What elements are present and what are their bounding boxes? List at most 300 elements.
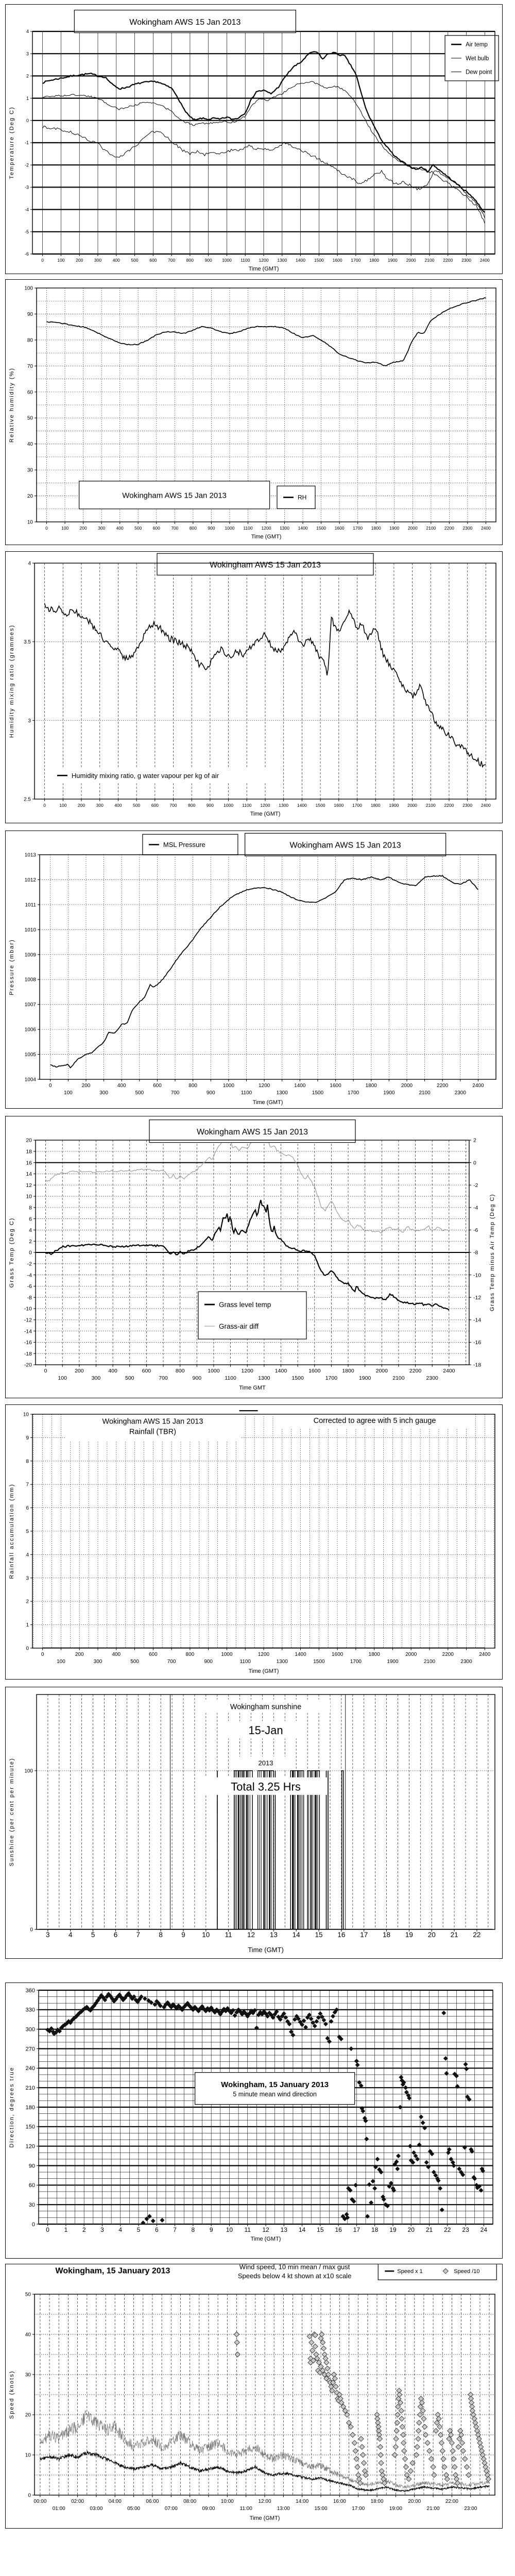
svg-text:400: 400 <box>108 1368 117 1374</box>
humidity-mixing-ratio-chart <box>6 552 502 822</box>
sunshine-chart <box>6 1687 502 1958</box>
svg-text:1300: 1300 <box>276 1659 288 1665</box>
svg-text:Time (GMT): Time (GMT) <box>248 266 279 272</box>
svg-text:1100: 1100 <box>241 258 250 263</box>
svg-text:9: 9 <box>209 2226 213 2233</box>
svg-text:500: 500 <box>134 526 142 531</box>
svg-text:700: 700 <box>171 526 179 531</box>
svg-text:-18: -18 <box>24 1350 32 1357</box>
svg-text:22:00: 22:00 <box>445 2499 458 2504</box>
svg-text:700: 700 <box>159 1375 168 1381</box>
svg-text:1400: 1400 <box>297 803 307 808</box>
svg-text:2: 2 <box>26 1599 29 1605</box>
svg-text:600: 600 <box>151 803 159 808</box>
svg-text:12: 12 <box>26 1182 32 1189</box>
svg-text:06:00: 06:00 <box>146 2499 159 2504</box>
svg-text:800: 800 <box>186 258 194 263</box>
svg-text:8: 8 <box>191 2226 195 2233</box>
svg-text:15:00: 15:00 <box>314 2506 328 2512</box>
svg-text:0: 0 <box>41 1652 44 1657</box>
svg-text:Grass-air diff: Grass-air diff <box>219 1322 259 1330</box>
svg-text:2000: 2000 <box>406 258 416 263</box>
svg-text:5: 5 <box>26 1529 29 1535</box>
svg-text:210: 210 <box>25 2085 35 2092</box>
svg-text:Speed (knots): Speed (knots) <box>9 2370 15 2419</box>
svg-text:100: 100 <box>58 1375 67 1381</box>
svg-text:1000: 1000 <box>221 1652 233 1657</box>
svg-text:7: 7 <box>26 1482 29 1488</box>
svg-text:1500: 1500 <box>291 1375 304 1381</box>
svg-text:1500: 1500 <box>313 1659 325 1665</box>
svg-text:0: 0 <box>26 117 29 123</box>
svg-text:50: 50 <box>27 415 33 421</box>
svg-text:2200: 2200 <box>444 803 454 808</box>
svg-text:1300: 1300 <box>276 1090 288 1096</box>
svg-text:1200: 1200 <box>241 1368 253 1374</box>
svg-text:12:00: 12:00 <box>258 2499 271 2504</box>
svg-text:10: 10 <box>26 1193 32 1200</box>
svg-text:700: 700 <box>167 1659 176 1665</box>
svg-text:100: 100 <box>59 803 67 808</box>
grass-temp-chart <box>6 1116 502 1397</box>
svg-text:1009: 1009 <box>24 952 36 958</box>
svg-text:1700: 1700 <box>348 1090 359 1096</box>
svg-text:1400: 1400 <box>294 1083 306 1089</box>
svg-text:400: 400 <box>112 258 120 263</box>
svg-text:2300: 2300 <box>460 1659 472 1665</box>
svg-text:1700: 1700 <box>352 803 362 808</box>
svg-text:-4: -4 <box>473 1205 478 1211</box>
svg-text:-4: -4 <box>24 207 29 212</box>
svg-text:1000: 1000 <box>224 803 234 808</box>
svg-text:12: 12 <box>247 1931 255 1939</box>
svg-text:Wokingham AWS 15 Jan 2013: Wokingham AWS 15 Jan 2013 <box>129 18 241 27</box>
svg-text:1100: 1100 <box>239 1659 251 1665</box>
svg-text:330: 330 <box>25 2007 35 2013</box>
svg-text:2100: 2100 <box>423 1659 436 1665</box>
svg-text:19: 19 <box>389 2226 397 2233</box>
pressure-chart <box>6 831 502 1108</box>
svg-text:3: 3 <box>100 2226 104 2233</box>
svg-text:0: 0 <box>28 2493 31 2499</box>
svg-text:30: 30 <box>28 2202 35 2209</box>
svg-text:1000: 1000 <box>221 258 232 263</box>
svg-text:2200: 2200 <box>442 1652 454 1657</box>
svg-text:Humidity mixing ratio (grammes: Humidity mixing ratio (grammes) <box>9 624 15 738</box>
svg-text:0: 0 <box>41 258 44 263</box>
svg-text:2300: 2300 <box>454 1090 466 1096</box>
panel-grass-temp <box>5 1116 503 1398</box>
svg-text:Wet bulb: Wet bulb <box>466 55 489 62</box>
svg-text:1300: 1300 <box>280 526 289 531</box>
svg-text:-12: -12 <box>24 1317 32 1324</box>
svg-text:11: 11 <box>225 1931 232 1939</box>
svg-text:13: 13 <box>269 1931 278 1939</box>
svg-text:Temperature (Deg C): Temperature (Deg C) <box>9 106 15 179</box>
svg-text:0: 0 <box>26 1646 29 1652</box>
svg-text:19: 19 <box>405 1931 413 1939</box>
svg-text:2100: 2100 <box>425 803 436 808</box>
svg-text:200: 200 <box>81 1083 91 1089</box>
svg-text:15: 15 <box>315 1931 323 1939</box>
svg-text:1000: 1000 <box>225 526 235 531</box>
svg-text:-4: -4 <box>27 1272 32 1279</box>
svg-text:18: 18 <box>371 2226 379 2233</box>
svg-text:17: 17 <box>360 1931 368 1939</box>
svg-text:16:00: 16:00 <box>333 2499 346 2504</box>
svg-text:150: 150 <box>25 2124 35 2130</box>
svg-text:600: 600 <box>142 1368 151 1374</box>
svg-text:800: 800 <box>185 1652 195 1657</box>
svg-text:Relative humidity (%): Relative humidity (%) <box>9 367 15 443</box>
svg-text:15-Jan: 15-Jan <box>248 1723 283 1737</box>
svg-text:2300: 2300 <box>461 258 472 263</box>
svg-text:1: 1 <box>26 95 29 101</box>
svg-text:2000: 2000 <box>401 1083 413 1089</box>
svg-text:10: 10 <box>226 2226 233 2233</box>
svg-text:2400: 2400 <box>480 526 491 531</box>
svg-text:-2: -2 <box>24 162 29 168</box>
svg-text:300: 300 <box>99 1090 108 1096</box>
svg-text:400: 400 <box>112 1652 121 1657</box>
svg-text:Humidity mixing ratio, g water: Humidity mixing ratio, g water vapour per kg of air <box>71 771 219 779</box>
svg-text:14: 14 <box>298 2226 306 2233</box>
svg-text:1200: 1200 <box>261 526 271 531</box>
svg-text:1500: 1500 <box>315 803 325 808</box>
svg-text:1600: 1600 <box>330 1083 341 1089</box>
svg-text:1100: 1100 <box>225 1375 236 1381</box>
svg-text:22: 22 <box>444 2226 451 2233</box>
svg-text:300: 300 <box>25 2026 35 2033</box>
svg-text:20: 20 <box>27 494 33 500</box>
svg-text:17: 17 <box>353 2226 360 2233</box>
svg-text:500: 500 <box>135 1090 144 1096</box>
svg-text:270: 270 <box>25 2046 35 2053</box>
svg-text:1700: 1700 <box>351 258 361 263</box>
svg-text:-2: -2 <box>27 1261 32 1267</box>
svg-text:1006: 1006 <box>24 1027 36 1033</box>
svg-text:90: 90 <box>27 311 33 317</box>
panel-temperature <box>5 4 503 274</box>
svg-text:Rainfall (TBR): Rainfall (TBR) <box>129 1428 177 1436</box>
svg-text:Grass Temp minus Air Temp (Deg: Grass Temp minus Air Temp (Deg C) <box>489 1193 495 1312</box>
svg-text:4: 4 <box>26 29 29 35</box>
svg-text:1013: 1013 <box>24 852 36 858</box>
svg-text:-10: -10 <box>24 1306 32 1312</box>
svg-text:90: 90 <box>28 2163 35 2170</box>
svg-text:0: 0 <box>46 2226 49 2233</box>
svg-text:5: 5 <box>91 1931 95 1939</box>
svg-text:1004: 1004 <box>24 1077 36 1083</box>
svg-text:8: 8 <box>26 1459 29 1465</box>
panel-rainfall <box>5 1404 503 1680</box>
svg-text:08:00: 08:00 <box>183 2499 197 2504</box>
svg-text:-3: -3 <box>24 184 29 190</box>
svg-text:900: 900 <box>204 258 212 263</box>
svg-text:240: 240 <box>25 2065 35 2072</box>
svg-text:14: 14 <box>292 1931 300 1939</box>
svg-text:2300: 2300 <box>462 526 473 531</box>
svg-text:10:00: 10:00 <box>220 2499 234 2504</box>
svg-text:400: 400 <box>116 526 124 531</box>
svg-text:1900: 1900 <box>389 526 400 531</box>
svg-text:19:00: 19:00 <box>389 2506 402 2512</box>
svg-text:4: 4 <box>28 561 31 567</box>
svg-text:2: 2 <box>473 1137 476 1144</box>
svg-text:00:00: 00:00 <box>33 2499 47 2504</box>
svg-text:500: 500 <box>133 803 141 808</box>
svg-text:16: 16 <box>26 1160 32 1166</box>
svg-text:5 minute mean wind direction: 5 minute mean wind direction <box>233 2090 317 2098</box>
svg-text:500: 500 <box>130 1659 139 1665</box>
svg-text:9: 9 <box>181 1931 185 1939</box>
svg-text:900: 900 <box>206 803 214 808</box>
svg-text:0: 0 <box>29 1249 32 1256</box>
svg-text:Grass level temp: Grass level temp <box>219 1300 271 1309</box>
svg-text:2000: 2000 <box>407 803 418 808</box>
wind-speed-chart <box>6 2264 502 2528</box>
svg-text:600: 600 <box>148 1652 158 1657</box>
svg-text:Grass Temp (Deg C): Grass Temp (Deg C) <box>9 1217 15 1288</box>
svg-text:400: 400 <box>117 1083 126 1089</box>
svg-text:-16: -16 <box>24 1340 32 1346</box>
svg-text:500: 500 <box>131 258 139 263</box>
svg-text:1600: 1600 <box>334 803 344 808</box>
svg-text:13:00: 13:00 <box>277 2506 290 2512</box>
svg-text:700: 700 <box>169 803 177 808</box>
svg-text:1600: 1600 <box>332 258 342 263</box>
panel-pressure <box>5 831 503 1109</box>
svg-text:700: 700 <box>168 258 176 263</box>
svg-text:1800: 1800 <box>342 1368 354 1374</box>
svg-text:1700: 1700 <box>325 1375 338 1381</box>
svg-text:10: 10 <box>27 519 33 526</box>
temperature-chart <box>6 5 502 273</box>
svg-text:8: 8 <box>29 1205 32 1211</box>
svg-text:Wokingham AWS 15 Jan 2013: Wokingham AWS 15 Jan 2013 <box>209 561 321 570</box>
svg-text:-18: -18 <box>473 1362 482 1368</box>
svg-text:3.5: 3.5 <box>24 639 31 646</box>
svg-text:Time GMT: Time GMT <box>239 1385 266 1391</box>
svg-text:1300: 1300 <box>258 1375 270 1381</box>
svg-text:1200: 1200 <box>259 258 269 263</box>
svg-text:2: 2 <box>26 73 29 79</box>
svg-text:2300: 2300 <box>426 1375 438 1381</box>
svg-text:-12: -12 <box>473 1294 482 1301</box>
svg-text:2100: 2100 <box>424 258 435 263</box>
svg-text:2400: 2400 <box>480 803 491 808</box>
svg-text:11: 11 <box>244 2226 251 2233</box>
svg-text:Time (GMT): Time (GMT) <box>250 2236 281 2242</box>
svg-text:1008: 1008 <box>24 977 36 983</box>
svg-text:6: 6 <box>26 1505 29 1512</box>
svg-text:1400: 1400 <box>296 258 306 263</box>
svg-text:6: 6 <box>154 2226 159 2233</box>
svg-text:100: 100 <box>64 1090 73 1096</box>
svg-text:1200: 1200 <box>260 803 270 808</box>
panel-wind-direction <box>5 1982 503 2259</box>
svg-text:30: 30 <box>25 2372 31 2378</box>
svg-text:10: 10 <box>202 1931 210 1939</box>
svg-text:Time (GMT): Time (GMT) <box>248 1946 284 1954</box>
svg-text:1800: 1800 <box>370 803 381 808</box>
svg-text:1300: 1300 <box>277 258 287 263</box>
svg-text:Time (GMT): Time (GMT) <box>250 811 281 817</box>
svg-text:-6: -6 <box>27 1283 32 1290</box>
svg-text:2: 2 <box>82 2226 86 2233</box>
svg-text:1900: 1900 <box>358 1375 371 1381</box>
svg-text:1900: 1900 <box>383 1090 395 1096</box>
svg-text:800: 800 <box>188 803 196 808</box>
svg-text:2200: 2200 <box>437 1083 449 1089</box>
svg-text:Wokingham AWS 15 Jan 2013: Wokingham AWS 15 Jan 2013 <box>289 841 401 850</box>
svg-text:09:00: 09:00 <box>202 2506 215 2512</box>
svg-text:Wind speed, 10 min mean / max: Wind speed, 10 min mean / max gust <box>239 2264 350 2271</box>
svg-text:23:00: 23:00 <box>464 2506 477 2512</box>
svg-text:-6: -6 <box>473 1227 478 1234</box>
svg-text:6: 6 <box>29 1216 32 1223</box>
svg-text:1000: 1000 <box>208 1368 220 1374</box>
svg-text:4: 4 <box>68 1931 73 1939</box>
svg-text:1900: 1900 <box>387 1659 399 1665</box>
svg-text:1900: 1900 <box>387 258 398 263</box>
svg-text:21:00: 21:00 <box>426 2506 440 2512</box>
svg-text:800: 800 <box>188 1083 197 1089</box>
svg-text:900: 900 <box>192 1375 202 1381</box>
svg-text:Corrected to agree with 5 inch: Corrected to agree with 5 inch gauge <box>313 1417 436 1426</box>
svg-text:2013: 2013 <box>258 1759 273 1767</box>
svg-text:05:00: 05:00 <box>127 2506 141 2512</box>
svg-text:40: 40 <box>25 2332 31 2338</box>
svg-text:12: 12 <box>262 2226 269 2233</box>
svg-text:0: 0 <box>31 2221 35 2228</box>
svg-text:1800: 1800 <box>371 526 381 531</box>
svg-text:7: 7 <box>136 1931 141 1939</box>
svg-text:-6: -6 <box>24 251 29 257</box>
svg-text:4: 4 <box>118 2226 123 2233</box>
svg-text:1800: 1800 <box>368 1652 380 1657</box>
svg-text:1800: 1800 <box>365 1083 377 1089</box>
svg-text:-8: -8 <box>27 1294 32 1301</box>
svg-text:Rainfall accumulation (mm): Rainfall accumulation (mm) <box>9 1483 15 1579</box>
svg-text:18: 18 <box>26 1148 32 1155</box>
svg-text:100: 100 <box>57 258 65 263</box>
svg-text:Wokingham AWS 15 Jan 2013: Wokingham AWS 15 Jan 2013 <box>196 1127 308 1137</box>
svg-text:03:00: 03:00 <box>90 2506 103 2512</box>
svg-text:Time (GMT): Time (GMT) <box>248 1668 279 1674</box>
relative-humidity-chart <box>6 280 502 544</box>
svg-text:-2: -2 <box>473 1182 478 1189</box>
svg-text:30: 30 <box>27 467 33 473</box>
svg-text:1300: 1300 <box>279 803 289 808</box>
svg-text:Direction, degrees true: Direction, degrees true <box>9 2066 15 2148</box>
svg-text:17:00: 17:00 <box>352 2506 365 2512</box>
svg-text:1700: 1700 <box>350 1659 362 1665</box>
svg-text:4: 4 <box>26 1552 29 1558</box>
svg-text:Time (GMT): Time (GMT) <box>251 534 282 540</box>
svg-text:1007: 1007 <box>24 1002 36 1008</box>
svg-text:3: 3 <box>28 718 31 724</box>
svg-text:-20: -20 <box>24 1362 32 1368</box>
svg-text:3: 3 <box>26 51 29 57</box>
svg-text:24: 24 <box>480 2226 488 2233</box>
svg-text:1600: 1600 <box>331 1652 344 1657</box>
svg-text:9: 9 <box>26 1435 29 1441</box>
svg-text:Sunshine (per cent per minute): Sunshine (per cent per minute) <box>9 1757 15 1867</box>
svg-text:MSL Pressure: MSL Pressure <box>163 840 205 849</box>
svg-text:14: 14 <box>26 1171 32 1178</box>
svg-text:16: 16 <box>335 2226 342 2233</box>
svg-text:400: 400 <box>114 803 122 808</box>
svg-text:Air temp: Air temp <box>466 42 488 48</box>
svg-text:01:00: 01:00 <box>52 2506 65 2512</box>
svg-text:1200: 1200 <box>258 1652 270 1657</box>
svg-text:1100: 1100 <box>243 526 253 531</box>
svg-text:1900: 1900 <box>389 803 399 808</box>
panel-wind-speed <box>5 2264 503 2529</box>
svg-text:Time (GMT): Time (GMT) <box>252 1099 283 1106</box>
svg-text:2200: 2200 <box>444 526 454 531</box>
svg-text:1100: 1100 <box>242 803 252 808</box>
svg-text:2100: 2100 <box>392 1375 405 1381</box>
svg-text:1600: 1600 <box>308 1368 321 1374</box>
svg-text:1500: 1500 <box>312 1090 324 1096</box>
svg-text:0: 0 <box>30 1927 33 1933</box>
svg-text:-10: -10 <box>473 1272 482 1279</box>
svg-text:2: 2 <box>29 1238 32 1245</box>
svg-text:200: 200 <box>79 526 87 531</box>
svg-text:6: 6 <box>113 1931 118 1939</box>
svg-text:100: 100 <box>57 1659 65 1665</box>
svg-text:-14: -14 <box>24 1328 32 1335</box>
svg-text:1600: 1600 <box>334 526 345 531</box>
svg-text:80: 80 <box>27 337 33 344</box>
svg-text:0: 0 <box>473 1160 476 1166</box>
svg-text:900: 900 <box>208 526 215 531</box>
svg-text:900: 900 <box>206 1090 215 1096</box>
svg-text:3: 3 <box>26 1575 29 1582</box>
svg-text:RH: RH <box>297 494 307 501</box>
svg-text:20: 20 <box>407 2226 415 2233</box>
svg-text:1500: 1500 <box>316 526 327 531</box>
svg-text:8: 8 <box>159 1931 163 1939</box>
svg-text:2000: 2000 <box>407 526 418 531</box>
svg-text:1: 1 <box>26 1622 29 1629</box>
svg-text:10: 10 <box>25 2452 31 2459</box>
svg-text:2000: 2000 <box>405 1652 417 1657</box>
svg-text:Pressure (mbar): Pressure (mbar) <box>9 939 15 995</box>
svg-text:200: 200 <box>75 1652 84 1657</box>
svg-text:800: 800 <box>189 526 197 531</box>
svg-text:21: 21 <box>425 2226 433 2233</box>
svg-text:20: 20 <box>26 1137 32 1144</box>
svg-text:200: 200 <box>77 803 85 808</box>
svg-text:180: 180 <box>25 2104 35 2111</box>
svg-text:0: 0 <box>43 803 46 808</box>
svg-text:18: 18 <box>383 1931 391 1939</box>
svg-text:200: 200 <box>75 1368 84 1374</box>
svg-text:700: 700 <box>170 1090 180 1096</box>
svg-text:20:00: 20:00 <box>408 2499 421 2504</box>
svg-text:20: 20 <box>25 2412 31 2418</box>
svg-text:1011: 1011 <box>25 902 36 908</box>
svg-text:1010: 1010 <box>24 927 36 933</box>
svg-text:120: 120 <box>25 2143 35 2150</box>
svg-text:100: 100 <box>24 1768 33 1774</box>
svg-text:60: 60 <box>27 389 33 396</box>
svg-text:40: 40 <box>27 442 33 448</box>
svg-text:Speeds below 4 kt shown at x10: Speeds below 4 kt shown at x10 scale <box>237 2272 352 2280</box>
